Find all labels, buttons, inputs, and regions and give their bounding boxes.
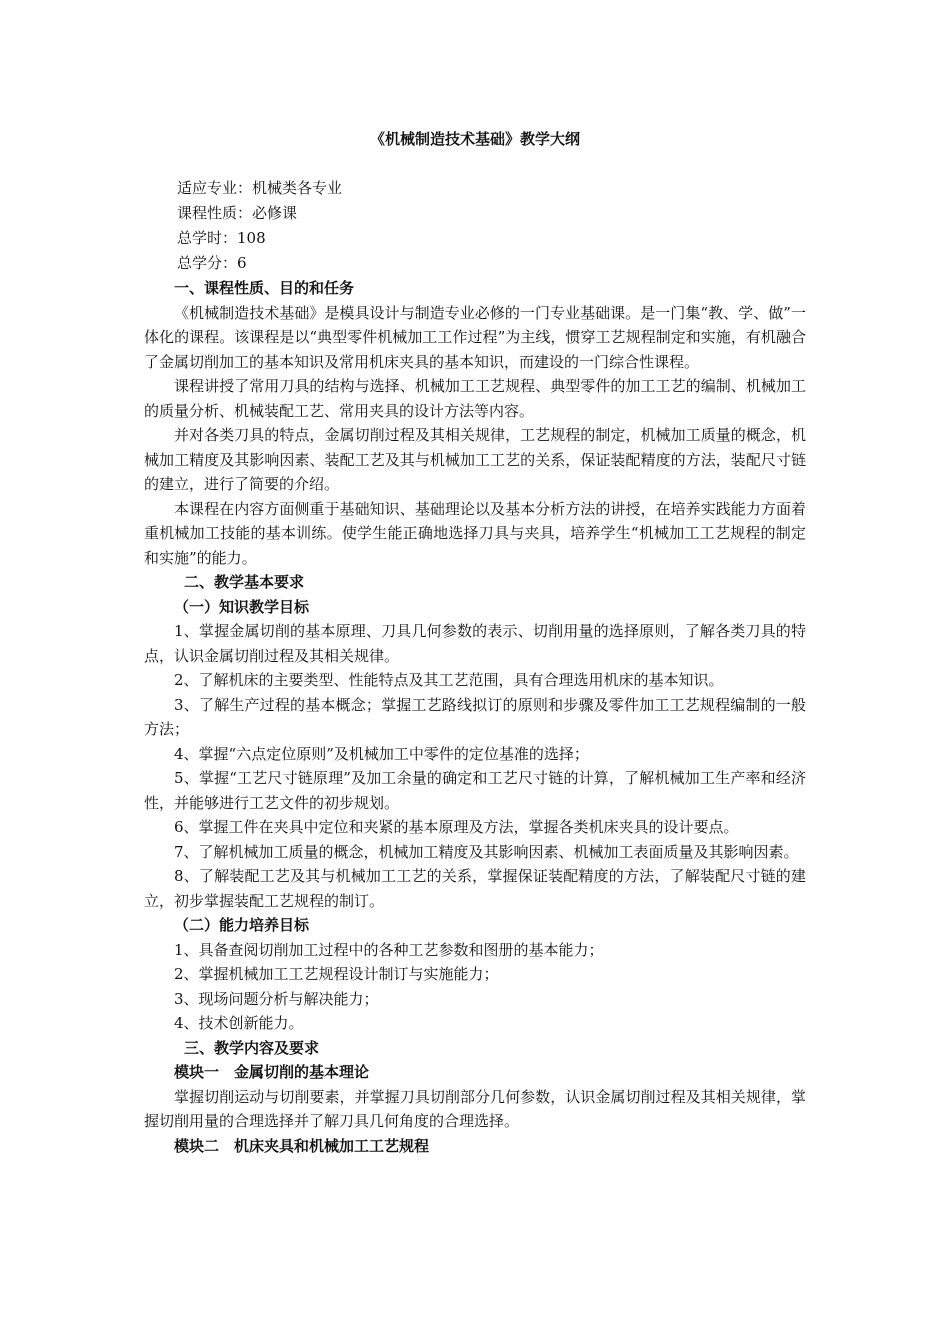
section-heading: 一、课程性质、目的和任务 [174,279,355,297]
paragraph: 并对各类刀具的特点，金属切削过程及其相关规律，工艺规程的制定，机械加工质量的概念，机械加工精度及其影响因素、装配工艺及其与机械加工工艺的关系，保证装配精度的方法，装配尺寸链的建立，进行了简要的介绍。 [144,426,806,493]
list-item: 2、掌握机械加工工艺规程设计制订与实施能力； [174,965,499,983]
module-heading: 模块二 机床夹具和机械加工工艺规程 [174,1136,430,1155]
list-item: 3、了解生产过程的基本概念；掌握工艺路线拟订的原则和步骤及零件加工工艺规程编制的一般方法； [144,695,806,738]
list-item: 1、掌握金属切削的基本原理、刀具几何参数的表示、切削用量的选择原则，了解各类刀具的特点，认识金属切削过程及其相关规律。 [144,622,806,665]
meta-nature: 课程性质：必修课 [177,204,298,222]
document-body [144,276,806,1158]
section-heading: 二、教学基本要求 [184,573,305,591]
course-meta [177,176,342,276]
list-item: 5、掌握“工艺尺寸链原理”及加工余量的确定和工艺尺寸链的计算，了解机械加工生产率和经济性，并能够进行工艺文件的初步规划。 [144,769,806,812]
list-item: 8、了解装配工艺及其与机械加工工艺的关系，掌握保证装配精度的方法，了解装配尺寸链的建立，初步掌握装配工艺规程的制订。 [144,867,806,910]
list-item: 6、掌握工件在夹具中定位和夹紧的基本原理及方法，掌握各类机床夹具的设计要点。 [174,818,739,836]
paragraph: 本课程在内容方面侧重于基础知识、基础理论以及基本分析方法的讲授，在培养实践能力方面着重机械加工技能的基本训练。使学生能正确地选择刀具与夹具，培养学生“机械加工工艺规程的制定和实施”的能力。 [144,499,806,567]
paragraph: 掌握切削运动与切削要素，并掌握刀具切削部分几何参数，认识金属切削过程及其相关规律，掌握切削用量的合理选择并了解刀具几何角度的合理选择。 [144,1087,806,1130]
subsection-heading: （一）知识教学目标 [174,597,310,616]
meta-major: 适应专业：机械类各专业 [177,179,343,197]
list-item: 7、了解机械加工质量的概念，机械加工精度及其影响因素、机械加工表面质量及其影响因素。 [174,842,799,861]
list-item: 1、具备查阅切削加工过程中的各种工艺参数和图册的基本能力； [174,940,604,959]
meta-hours: 总学时：108 [177,229,266,247]
section-heading: 三、教学内容及要求 [184,1038,320,1057]
list-item: 2、了解机床的主要类型、性能特点及其工艺范围，具有合理选用机床的基本知识。 [174,671,724,689]
list-item: 4、掌握“六点定位原则”及机械加工中零件的定位基准的选择； [174,744,589,763]
document-title: 《机械制造技术基础》教学大纲 [369,130,580,148]
paragraph: 《机械制造技术基础》是模具设计与制造专业必修的一门专业基础课。是一门集“教、学、做”一体化的课程。该课程是以“典型零件机械加工工作过程”为主线，惯穿工艺规程制定和实施，有机融合了金属切削加工的基本知识及常用机床夹具的基本知识，而建设的一门综合性课程。 [144,303,806,371]
paragraph: 课程讲授了常用刀具的结构与选择、机械加工工艺规程、典型零件的加工工艺的编制、机械加工的质量分析、机械装配工艺、常用夹具的设计方法等内容。 [144,377,806,420]
subsection-heading: （二）能力培养目标 [174,916,310,934]
list-item: 3、现场问题分析与解决能力； [174,989,379,1008]
list-item: 4、技术创新能力。 [174,1014,304,1032]
module-heading: 模块一 金属切削的基本理论 [174,1063,370,1081]
meta-credits: 总学分：6 [177,254,247,272]
